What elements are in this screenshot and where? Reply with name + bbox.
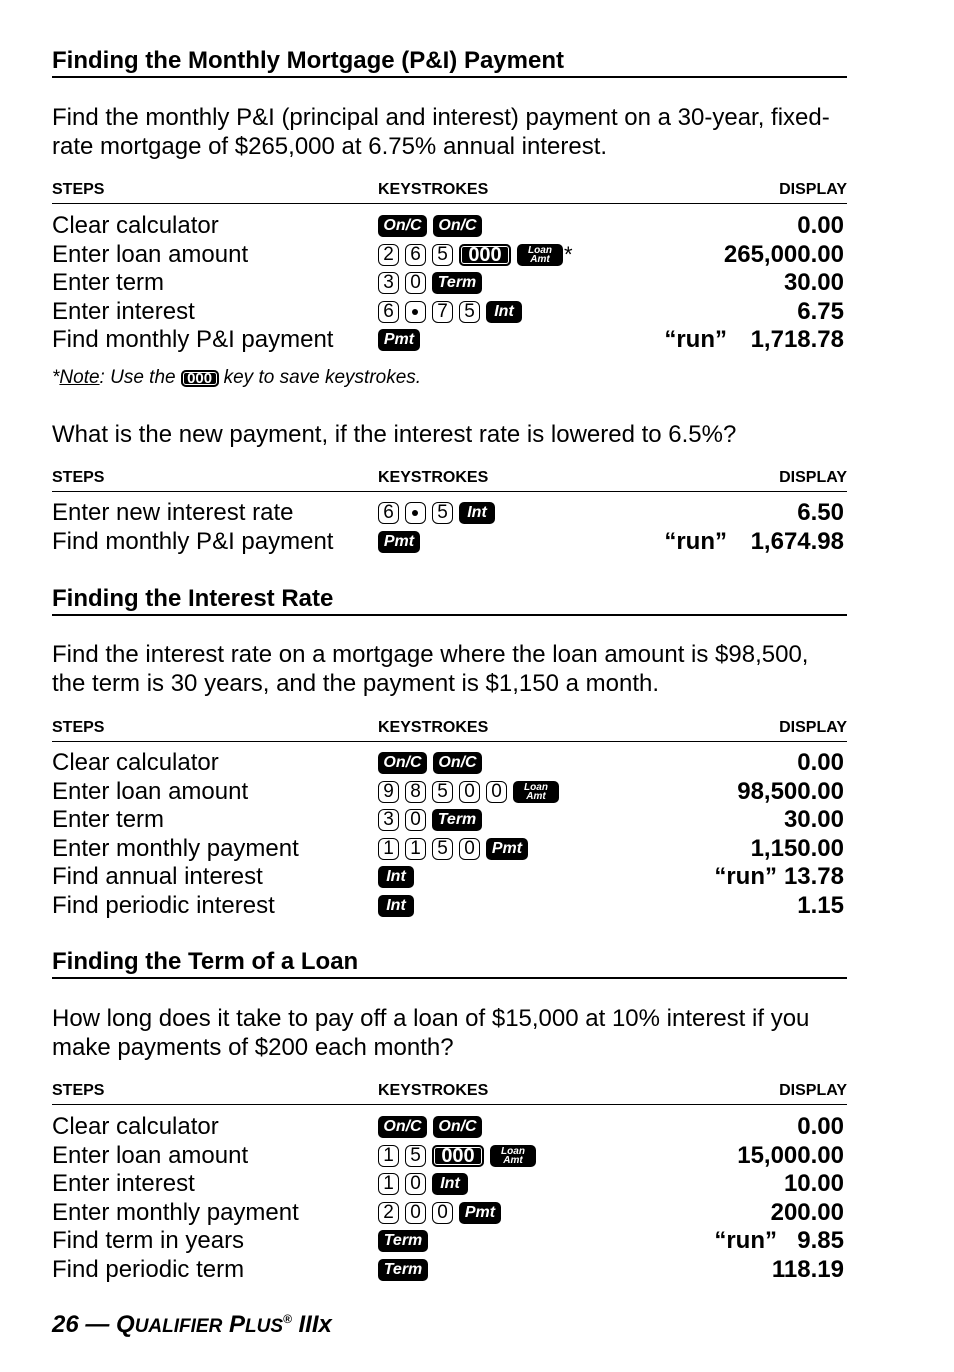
table-row bbox=[52, 892, 847, 921]
steps-header: STEPS bbox=[52, 469, 105, 486]
table-row bbox=[52, 1227, 847, 1256]
table-row bbox=[52, 1256, 847, 1285]
brand-lus: LUS bbox=[245, 1316, 283, 1337]
asterisk-mark: * bbox=[564, 241, 573, 267]
loan-key-label: Loan bbox=[528, 244, 552, 256]
on-c-key: On/C bbox=[433, 1116, 482, 1138]
step-label: Find monthly P&I payment bbox=[52, 527, 334, 555]
steps-header: STEPS bbox=[52, 719, 105, 736]
digit-1-key: 1 bbox=[378, 838, 399, 860]
steps-table bbox=[52, 499, 847, 556]
table-row bbox=[52, 778, 847, 807]
keystrokes bbox=[378, 1229, 428, 1253]
keystrokes bbox=[378, 865, 414, 889]
triple-zero-key: 000 bbox=[459, 244, 511, 266]
section-title-monthly-payment: Finding the Monthly Mortgage (P&I) Payment bbox=[52, 46, 847, 78]
table-row bbox=[52, 326, 847, 355]
step-label: Find term in years bbox=[52, 1227, 245, 1255]
keystrokes bbox=[378, 780, 559, 804]
table-row bbox=[52, 1170, 847, 1199]
decimal-key bbox=[405, 502, 426, 524]
display-value: 0.00 bbox=[797, 1113, 844, 1140]
display-value: 30.00 bbox=[783, 269, 844, 297]
table-row bbox=[52, 1113, 847, 1142]
display-header: DISPLAY bbox=[779, 469, 847, 486]
step-label: Enter term bbox=[52, 806, 165, 834]
footnote bbox=[52, 367, 421, 389]
table-header bbox=[52, 469, 847, 492]
digit-0-key: 0 bbox=[405, 1173, 426, 1195]
keystrokes bbox=[378, 751, 482, 775]
table-row bbox=[52, 298, 847, 327]
digit-5-key: 5 bbox=[432, 781, 453, 803]
digit-5-key: 5 bbox=[459, 301, 480, 323]
intro-paragraph: How long does it take to pay off a loan of $15,000 at 10% interest if you make payments of $200 each month? bbox=[52, 1005, 810, 1061]
digit-5-key: 5 bbox=[432, 502, 453, 524]
int-key: Int bbox=[432, 1173, 468, 1195]
int-key: Int bbox=[486, 301, 522, 323]
digit-2-key: 2 bbox=[378, 244, 399, 266]
table-row bbox=[52, 528, 847, 557]
keystrokes-header: KEYSTROKES bbox=[378, 719, 489, 736]
note-word: Note bbox=[59, 367, 100, 388]
table-row bbox=[52, 269, 847, 298]
registered-mark: ® bbox=[283, 1312, 292, 1326]
display-header: DISPLAY bbox=[779, 1082, 847, 1099]
display-value: 1,150.00 bbox=[750, 834, 844, 862]
loan-amt-key bbox=[517, 244, 563, 266]
keystrokes bbox=[378, 1258, 428, 1282]
steps-header: STEPS bbox=[52, 181, 105, 198]
steps-header: STEPS bbox=[52, 1082, 105, 1099]
display-value: 15,000.00 bbox=[737, 1141, 844, 1169]
table-header bbox=[52, 719, 847, 742]
step-label: Enter loan amount bbox=[52, 1141, 249, 1169]
step-label: Enter loan amount bbox=[52, 777, 249, 805]
brand-ualifier: UALIFIER bbox=[134, 1316, 223, 1337]
digit-5-key: 5 bbox=[432, 244, 453, 266]
keystrokes bbox=[378, 894, 414, 918]
note-end: key to save keystrokes. bbox=[223, 367, 422, 388]
loan-key-label: Loan bbox=[524, 781, 548, 793]
page-number: 26 — bbox=[52, 1311, 117, 1338]
table-row bbox=[52, 1142, 847, 1171]
keystrokes-header: KEYSTROKES bbox=[378, 469, 489, 486]
table-header bbox=[52, 1082, 847, 1105]
on-c-key: On/C bbox=[378, 1116, 427, 1138]
display-header: DISPLAY bbox=[779, 181, 847, 198]
on-c-key: On/C bbox=[378, 215, 427, 237]
int-key: Int bbox=[378, 895, 414, 917]
on-c-key: On/C bbox=[433, 752, 482, 774]
amt-key-label: Amt bbox=[530, 253, 550, 265]
display-header: DISPLAY bbox=[779, 719, 847, 736]
amt-key-label: Amt bbox=[526, 790, 546, 802]
brand-q: Q bbox=[116, 1311, 135, 1338]
term-key: Term bbox=[432, 272, 482, 294]
digit-3-key: 3 bbox=[378, 272, 399, 294]
digit-0-key: 0 bbox=[459, 838, 480, 860]
intro-paragraph: Find the interest rate on a mortgage where the loan amount is $98,500, the term is 30 years, and the payment is $1,150 a month. bbox=[52, 641, 809, 697]
int-key: Int bbox=[459, 502, 495, 524]
intro-paragraph: Find the monthly P&I (principal and interest) payment on a 30-year, fixed-rate mortgage of $265,000 at 6.75% annual interest. bbox=[52, 104, 830, 160]
keystrokes bbox=[378, 243, 573, 267]
int-key: Int bbox=[378, 866, 414, 888]
step-label: Enter new interest rate bbox=[52, 499, 294, 526]
digit-2-key: 2 bbox=[378, 1202, 399, 1224]
keystrokes bbox=[378, 837, 528, 861]
step-label: Clear calculator bbox=[52, 1113, 219, 1140]
digit-0-key: 0 bbox=[459, 781, 480, 803]
display-value: 10.00 bbox=[783, 1170, 844, 1198]
display-value: 30.00 bbox=[783, 806, 844, 834]
step-label: Enter interest bbox=[52, 1170, 195, 1198]
step-label: Enter monthly payment bbox=[52, 834, 299, 862]
run-indicator: “run” bbox=[714, 863, 777, 891]
display-value: 1,674.98 bbox=[750, 527, 844, 555]
term-key: Term bbox=[378, 1230, 428, 1252]
brand-p: P bbox=[228, 1311, 245, 1338]
display-value: 200.00 bbox=[770, 1198, 844, 1226]
step-label: Clear calculator bbox=[52, 212, 219, 239]
on-c-key: On/C bbox=[378, 752, 427, 774]
step-label: Enter loan amount bbox=[52, 240, 249, 268]
steps-table bbox=[52, 749, 847, 921]
amt-key-label: Amt bbox=[503, 1154, 523, 1166]
model-name: IIIx bbox=[291, 1311, 332, 1338]
keystrokes bbox=[378, 1115, 482, 1139]
digit-7-key: 7 bbox=[432, 301, 453, 323]
step-label: Find periodic term bbox=[52, 1255, 245, 1283]
note-prefix bbox=[52, 367, 176, 389]
decimal-key bbox=[405, 301, 426, 323]
loan-amt-key bbox=[490, 1145, 536, 1167]
table-row bbox=[52, 499, 847, 528]
steps-table bbox=[52, 212, 847, 355]
digit-0-key: 0 bbox=[405, 1202, 426, 1224]
section-title-loan-term: Finding the Term of a Loan bbox=[52, 947, 847, 979]
note-mid: : Use the bbox=[99, 367, 176, 388]
digit-8-key: 8 bbox=[405, 781, 426, 803]
display-value: 118.19 bbox=[771, 1255, 844, 1283]
run-indicator: “run” bbox=[664, 326, 727, 354]
keystrokes bbox=[378, 530, 420, 554]
digit-5-key: 5 bbox=[405, 1145, 426, 1167]
run-indicator: “run” bbox=[664, 527, 727, 555]
pmt-key: Pmt bbox=[378, 531, 420, 553]
digit-0-key: 0 bbox=[405, 809, 426, 831]
table-row bbox=[52, 806, 847, 835]
keystrokes-header: KEYSTROKES bbox=[378, 1082, 489, 1099]
table-header bbox=[52, 181, 847, 204]
keystrokes bbox=[378, 501, 495, 525]
digit-3-key: 3 bbox=[378, 809, 399, 831]
keystrokes-header: KEYSTROKES bbox=[378, 181, 489, 198]
step-label: Enter term bbox=[52, 269, 165, 297]
keystrokes bbox=[378, 214, 482, 238]
digit-5-key: 5 bbox=[432, 838, 453, 860]
digit-1-key: 1 bbox=[405, 838, 426, 860]
keystrokes bbox=[378, 328, 420, 352]
note-asterisk: * bbox=[52, 367, 60, 388]
page-footer bbox=[52, 1311, 332, 1339]
table-row bbox=[52, 749, 847, 778]
step-label: Find annual interest bbox=[52, 863, 263, 891]
table-row bbox=[52, 863, 847, 892]
step-label: Clear calculator bbox=[52, 749, 219, 776]
display-value: 1,718.78 bbox=[750, 326, 844, 354]
table-row bbox=[52, 241, 847, 270]
display-value: 265,000.00 bbox=[723, 240, 844, 268]
step-label: Find monthly P&I payment bbox=[52, 326, 334, 354]
display-value: 0.00 bbox=[797, 212, 844, 239]
section-title-interest-rate: Finding the Interest Rate bbox=[52, 584, 847, 616]
keystrokes bbox=[378, 808, 482, 832]
keystrokes bbox=[378, 300, 522, 324]
step-label: Enter interest bbox=[52, 297, 195, 325]
pmt-key: Pmt bbox=[459, 1202, 501, 1224]
question-paragraph: What is the new payment, if the interest rate is lowered to 6.5%? bbox=[52, 421, 737, 448]
term-key: Term bbox=[432, 809, 482, 831]
display-value: 6.50 bbox=[797, 499, 844, 526]
pmt-key: Pmt bbox=[378, 329, 420, 351]
display-value: 0.00 bbox=[797, 749, 844, 776]
keystrokes bbox=[378, 1201, 501, 1225]
step-label: Enter monthly payment bbox=[52, 1198, 299, 1226]
display-value: 13.78 bbox=[783, 863, 844, 891]
display-value: 98,500.00 bbox=[737, 777, 844, 805]
keystrokes bbox=[378, 271, 482, 295]
table-row bbox=[52, 835, 847, 864]
digit-0-key: 0 bbox=[486, 781, 507, 803]
run-indicator: “run” bbox=[714, 1227, 777, 1255]
triple-zero-key: 000 bbox=[181, 370, 219, 387]
digit-1-key: 1 bbox=[378, 1145, 399, 1167]
table-row bbox=[52, 1199, 847, 1228]
term-key: Term bbox=[378, 1259, 428, 1281]
digit-9-key: 9 bbox=[378, 781, 399, 803]
display-value: 6.75 bbox=[797, 297, 844, 325]
steps-table bbox=[52, 1113, 847, 1285]
display-value: 1.15 bbox=[797, 891, 844, 919]
digit-6-key: 6 bbox=[378, 502, 399, 524]
loan-key-label: Loan bbox=[501, 1145, 525, 1157]
display-value: 9.85 bbox=[797, 1227, 844, 1255]
digit-0-key: 0 bbox=[405, 272, 426, 294]
table-row bbox=[52, 212, 847, 241]
digit-6-key: 6 bbox=[378, 301, 399, 323]
digit-1-key: 1 bbox=[378, 1173, 399, 1195]
digit-0-key: 0 bbox=[432, 1202, 453, 1224]
loan-amt-key bbox=[513, 781, 559, 803]
digit-6-key: 6 bbox=[405, 244, 426, 266]
triple-zero-key: 000 bbox=[432, 1145, 484, 1167]
step-label: Find periodic interest bbox=[52, 891, 275, 919]
on-c-key: On/C bbox=[433, 215, 482, 237]
pmt-key: Pmt bbox=[486, 838, 528, 860]
keystrokes bbox=[378, 1172, 468, 1196]
keystrokes bbox=[378, 1144, 536, 1168]
